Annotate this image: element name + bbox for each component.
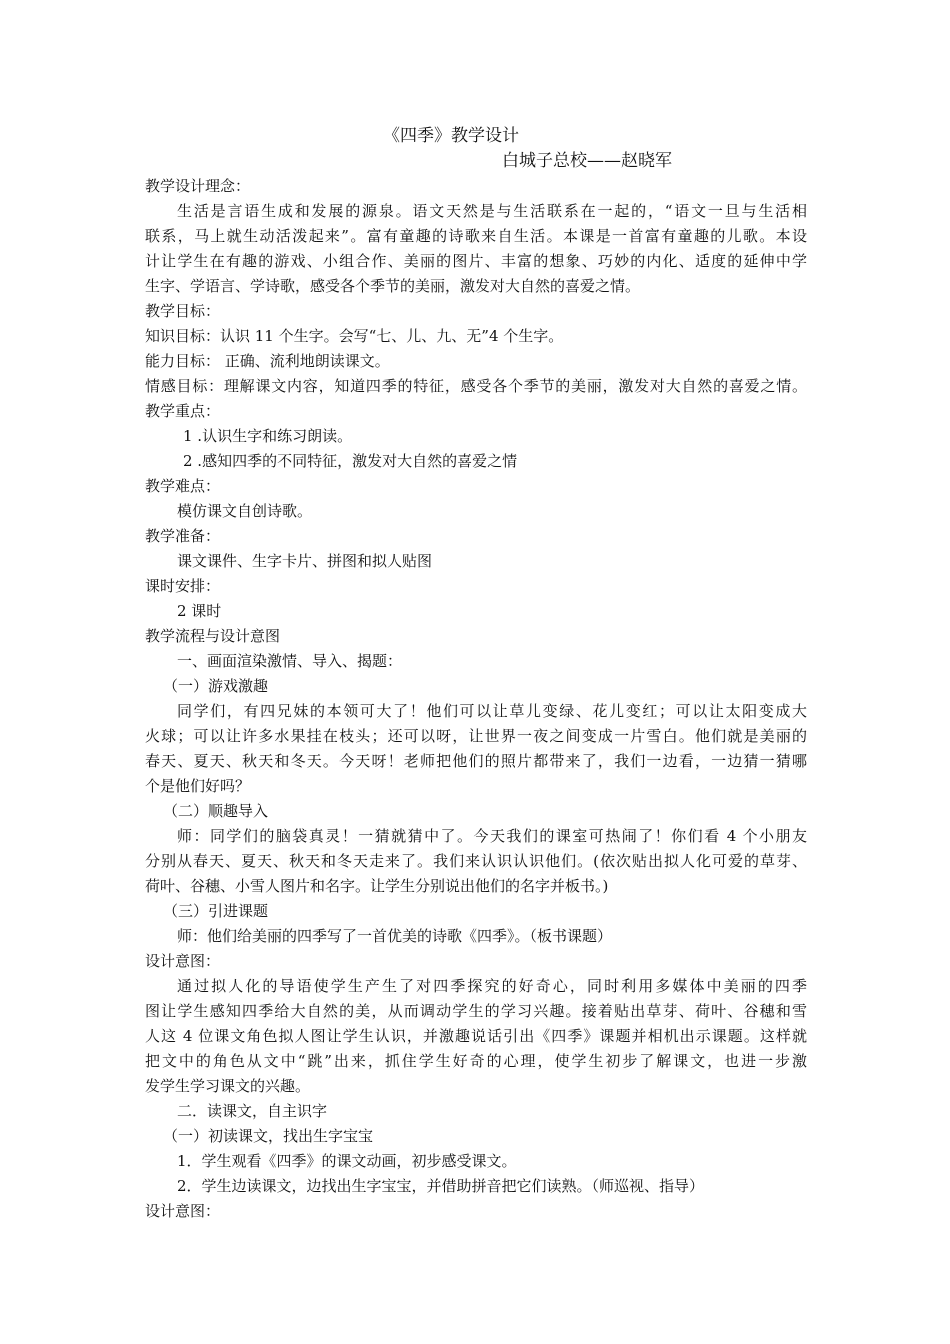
section-heading: 设计意图： xyxy=(145,1202,221,1220)
paragraph-line: 个是他们好吗？ xyxy=(145,777,251,795)
paragraph-line: 发学生学习课文的兴趣。 xyxy=(145,1077,311,1095)
subsection-heading: （一）初读课文，找出生字宝宝 xyxy=(163,1127,374,1145)
paragraph-line: 春天、夏天、秋天和冬天。今天呀！老师把他们的照片都带来了，我们一边看，一边猜一猜哪 xyxy=(145,752,807,770)
paragraph-line: 生活是言语生成和发展的源泉。语文天然是与生活联系在一起的，“语文一旦与生活相 xyxy=(177,202,807,220)
section-heading: 设计意图： xyxy=(145,952,221,970)
section-heading: 教学流程与设计意图 xyxy=(145,627,281,645)
author-line: 白城子总校——赵晓军 xyxy=(502,151,672,171)
list-item: 2．学生边读课文，边找出生字宝宝，并借助拼音把它们读熟。（师巡视、指导） xyxy=(177,1177,705,1195)
section-heading: 教学难点： xyxy=(145,477,221,495)
subsection-heading: 一、画面渲染激情、导入、揭题： xyxy=(177,652,403,670)
paragraph-line: 荷叶、谷穗、小雪人图片和名字。让学生分别说出他们的名字并板书。) xyxy=(145,877,609,895)
list-item: 2 .感知四季的不同特征，激发对大自然的喜爱之情 xyxy=(183,452,518,470)
paragraph-line: 把文中的角色从文中“跳”出来，抓住学生好奇的心理，使学生初步了解课文，也进一步激 xyxy=(145,1052,807,1070)
section-heading: 课时安排： xyxy=(145,577,221,595)
section-heading: 教学重点： xyxy=(145,402,221,420)
paragraph-line: 课文课件、生字卡片、拼图和拟人贴图 xyxy=(177,552,433,570)
paragraph-line: 图让学生感知四季给大自然的美，从而调动学生的学习兴趣。接着贴出草芽、荷叶、谷穗和雪 xyxy=(145,1002,807,1020)
paragraph-line: 计让学生在有趣的游戏、小组合作、美丽的图片、丰富的想象、巧妙的内化、适度的延伸中学 xyxy=(145,252,807,270)
paragraph-line: 火球；可以让许多水果挂在枝头；还可以呀，让世界一夜之间变成一片雪白。他们就是美丽的 xyxy=(145,727,807,745)
paragraph-line: 通过拟人化的导语使学生产生了对四季探究的好奇心，同时利用多媒体中美丽的四季 xyxy=(177,977,807,995)
paragraph-line: 联系，马上就生动活泼起来”。富有童趣的诗歌来自生活。本课是一首富有童趣的儿歌。本设 xyxy=(145,227,807,245)
paragraph-line: 分别从春天、夏天、秋天和冬天走来了。我们来认识认识他们。(依次贴出拟人化可爱的草芽、 xyxy=(145,852,807,870)
document-title: 《四季》教学设计 xyxy=(383,126,519,146)
subsection-heading: （二）顺趣导入 xyxy=(163,802,269,820)
paragraph-line: 2 课时 xyxy=(177,602,222,620)
paragraph-line: 师：他们给美丽的四季写了一首优美的诗歌《四季》。（板书课题） xyxy=(177,927,613,945)
list-item: 1．学生观看《四季》的课文动画，初步感受课文。 xyxy=(177,1152,517,1170)
subsection-heading: 二．读课文，自主识字 xyxy=(177,1102,328,1120)
section-heading: 教学目标： xyxy=(145,302,221,320)
subsection-heading: （一）游戏激趣 xyxy=(163,677,269,695)
subsection-heading: （三）引进课题 xyxy=(163,902,269,920)
paragraph-line: 人这 4 位课文角色拟人图让学生认识，并激趣说话引出《四季》课题并相机出示课题。这样就 xyxy=(145,1027,807,1045)
section-heading: 教学设计理念： xyxy=(145,177,251,195)
paragraph-line: 情感目标：理解课文内容，知道四季的特征，感受各个季节的美丽，激发对大自然的喜爱之情。 xyxy=(145,377,807,395)
paragraph-line: 知识目标：认识 11 个生字。会写“七、儿、九、无”4 个生字。 xyxy=(145,327,564,345)
paragraph-line: 同学们，有四兄妹的本领可大了！他们可以让草儿变绿、花儿变红；可以让太阳变成大 xyxy=(177,702,807,720)
list-item: 1 .认识生字和练习朗读。 xyxy=(183,427,353,445)
section-heading: 教学准备： xyxy=(145,527,221,545)
paragraph-line: 能力目标： 正确、流利地朗读课文。 xyxy=(145,352,390,370)
paragraph-line: 生字、学语言、学诗歌，感受各个季节的美丽，激发对大自然的喜爱之情。 xyxy=(145,277,641,295)
paragraph-line: 师：同学们的脑袋真灵！一猜就猜中了。今天我们的课室可热闹了！你们看 4 个小朋友 xyxy=(177,827,807,845)
paragraph-line: 模仿课文自创诗歌。 xyxy=(177,502,313,520)
